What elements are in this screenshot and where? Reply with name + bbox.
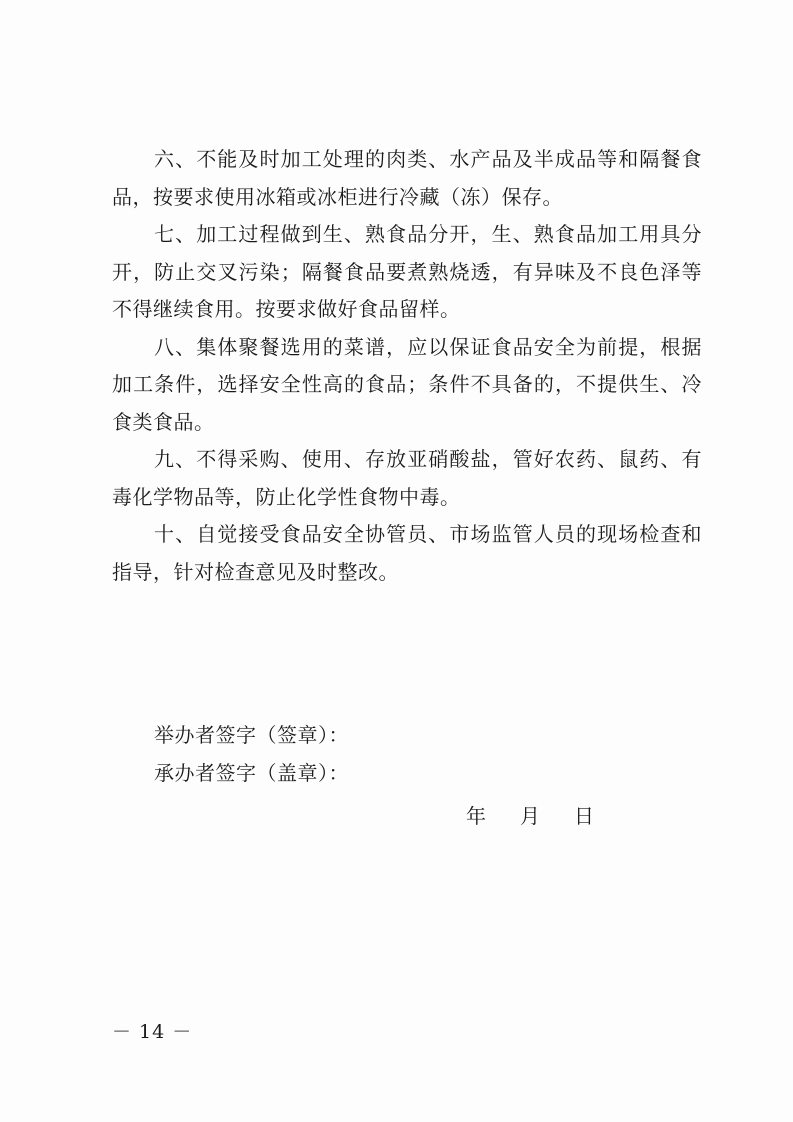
date-month-label: 月 <box>520 804 540 828</box>
page-number: － 14 － <box>112 1021 193 1043</box>
paragraph-item-6: 六、不能及时加工处理的肉类、水产品及半成品等和隔餐食品，按要求使用冰箱或冰柜进行冷藏（冻）保存。 <box>112 147 702 209</box>
paragraph-item-10: 十、自觉接受食品安全协管员、市场监管人员的现场检查和指导，针对检查意见及时整改。 <box>112 522 702 584</box>
undertaker-signature-label: 承办者签字（盖章）： <box>154 760 349 785</box>
paragraph-item-8: 八、集体聚餐选用的菜谱，应以保证食品安全为前提，根据加工条件，选择安全性高的食品；条件不具备的，不提供生、冷食类食品。 <box>112 334 702 434</box>
date-day-label: 日 <box>574 804 594 828</box>
document-body <box>112 141 702 591</box>
organizer-signature-label: 举办者签字（签章）： <box>154 723 349 747</box>
signature-block <box>154 717 594 792</box>
date-year-label: 年 <box>466 804 486 828</box>
paragraph-item-9: 九、不得采购、使用、存放亚硝酸盐，管好农药、鼠药、有毒化学物品等，防止化学性食物中毒。 <box>112 447 702 509</box>
date-line <box>466 798 594 836</box>
paragraph-item-7: 七、加工过程做到生、熟食品分开，生、熟食品加工用具分开，防止交叉污染；隔餐食品要煮熟烧透，有异味及不良色泽等不得继续食用。按要求做好食品留样。 <box>112 222 702 321</box>
